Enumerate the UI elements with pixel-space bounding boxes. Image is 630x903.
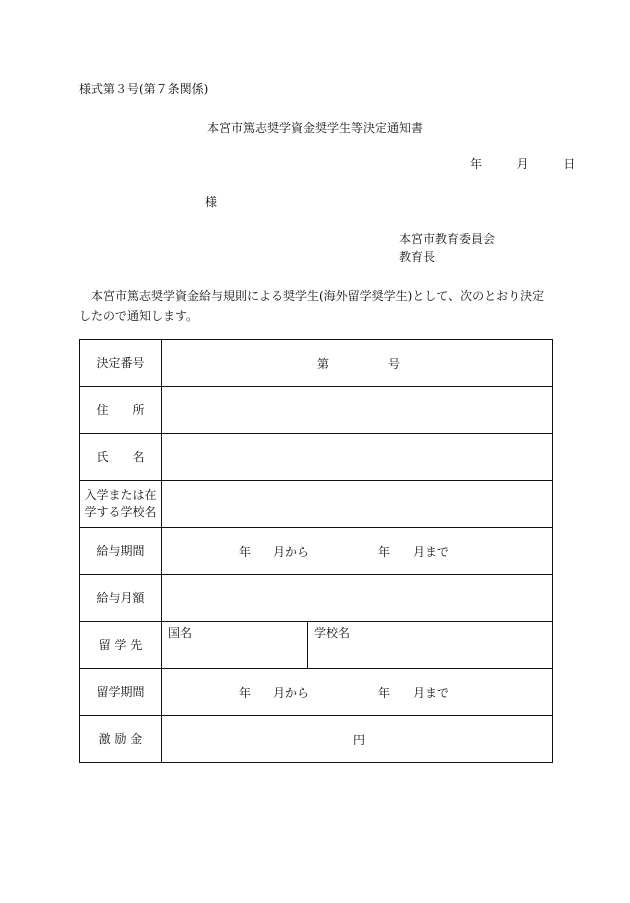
decision-no-label: 決定番号 xyxy=(80,340,162,387)
study-period-label: 留学期間 xyxy=(80,669,162,716)
study-from-month: 月から xyxy=(273,686,310,700)
encouragement-unit: 円 xyxy=(353,733,366,747)
row-school xyxy=(80,481,553,528)
row-decision-no xyxy=(80,340,553,387)
document-title: 本宮市篤志奨学資金奨学生等決定通知書 xyxy=(206,121,423,135)
row-encouragement xyxy=(80,716,553,763)
payment-from-month: 月から xyxy=(273,545,310,559)
encouragement-label: 激 励 金 xyxy=(80,716,162,763)
study-country-label: 国名 xyxy=(168,626,193,640)
monthly-amount-label: 給与月額 xyxy=(80,575,162,622)
payment-to-month: 月まで xyxy=(413,545,450,559)
row-study-abroad xyxy=(80,622,553,669)
row-name xyxy=(80,434,553,481)
issuer-title: 教育長 xyxy=(399,250,436,264)
study-school-label: 学校名 xyxy=(314,626,351,640)
form-number: 様式第３号(第７条関係) xyxy=(79,82,209,96)
name-value[interactable] xyxy=(162,434,553,481)
row-monthly-amount xyxy=(80,575,553,622)
school-label: 入学または在学する学校名 xyxy=(80,481,162,528)
payment-period-label: 給与期間 xyxy=(80,528,162,575)
study-to-year: 年 xyxy=(378,686,391,700)
study-school-cell[interactable] xyxy=(308,622,552,668)
study-abroad-value xyxy=(162,622,553,669)
issuer-block xyxy=(399,230,495,266)
row-study-period xyxy=(80,669,553,716)
body-text: 本宮市篤志奨学資金給与規則による奨学生(海外留学奨学生)として、次のとおり決定したので通知します。 xyxy=(79,289,545,323)
study-country-cell[interactable] xyxy=(162,622,308,668)
name-label: 氏 名 xyxy=(80,434,162,481)
issuer-org: 本宮市教育委員会 xyxy=(399,232,496,246)
monthly-amount-value[interactable] xyxy=(162,575,553,622)
date-year-label: 年 xyxy=(470,157,483,171)
encouragement-value[interactable] xyxy=(162,716,553,763)
decision-table xyxy=(79,339,553,763)
payment-to-year: 年 xyxy=(378,545,391,559)
decision-no-prefix: 第 xyxy=(317,357,330,371)
study-period-value[interactable] xyxy=(162,669,553,716)
address-label: 住 所 xyxy=(80,387,162,434)
row-address xyxy=(80,387,553,434)
study-to-month: 月まで xyxy=(413,686,450,700)
row-payment-period xyxy=(80,528,553,575)
payment-from-year: 年 xyxy=(239,545,252,559)
school-value[interactable] xyxy=(162,481,553,528)
decision-no-suffix: 号 xyxy=(388,357,401,371)
decision-no-value[interactable] xyxy=(162,340,553,387)
addressee-suffix: 様 xyxy=(205,195,218,209)
payment-period-value[interactable] xyxy=(162,528,553,575)
study-abroad-label: 留 学 先 xyxy=(80,622,162,669)
date-month-label: 月 xyxy=(516,157,529,171)
study-from-year: 年 xyxy=(239,686,252,700)
date-line xyxy=(470,155,575,172)
address-value[interactable] xyxy=(162,387,553,434)
date-day-label: 日 xyxy=(563,157,576,171)
